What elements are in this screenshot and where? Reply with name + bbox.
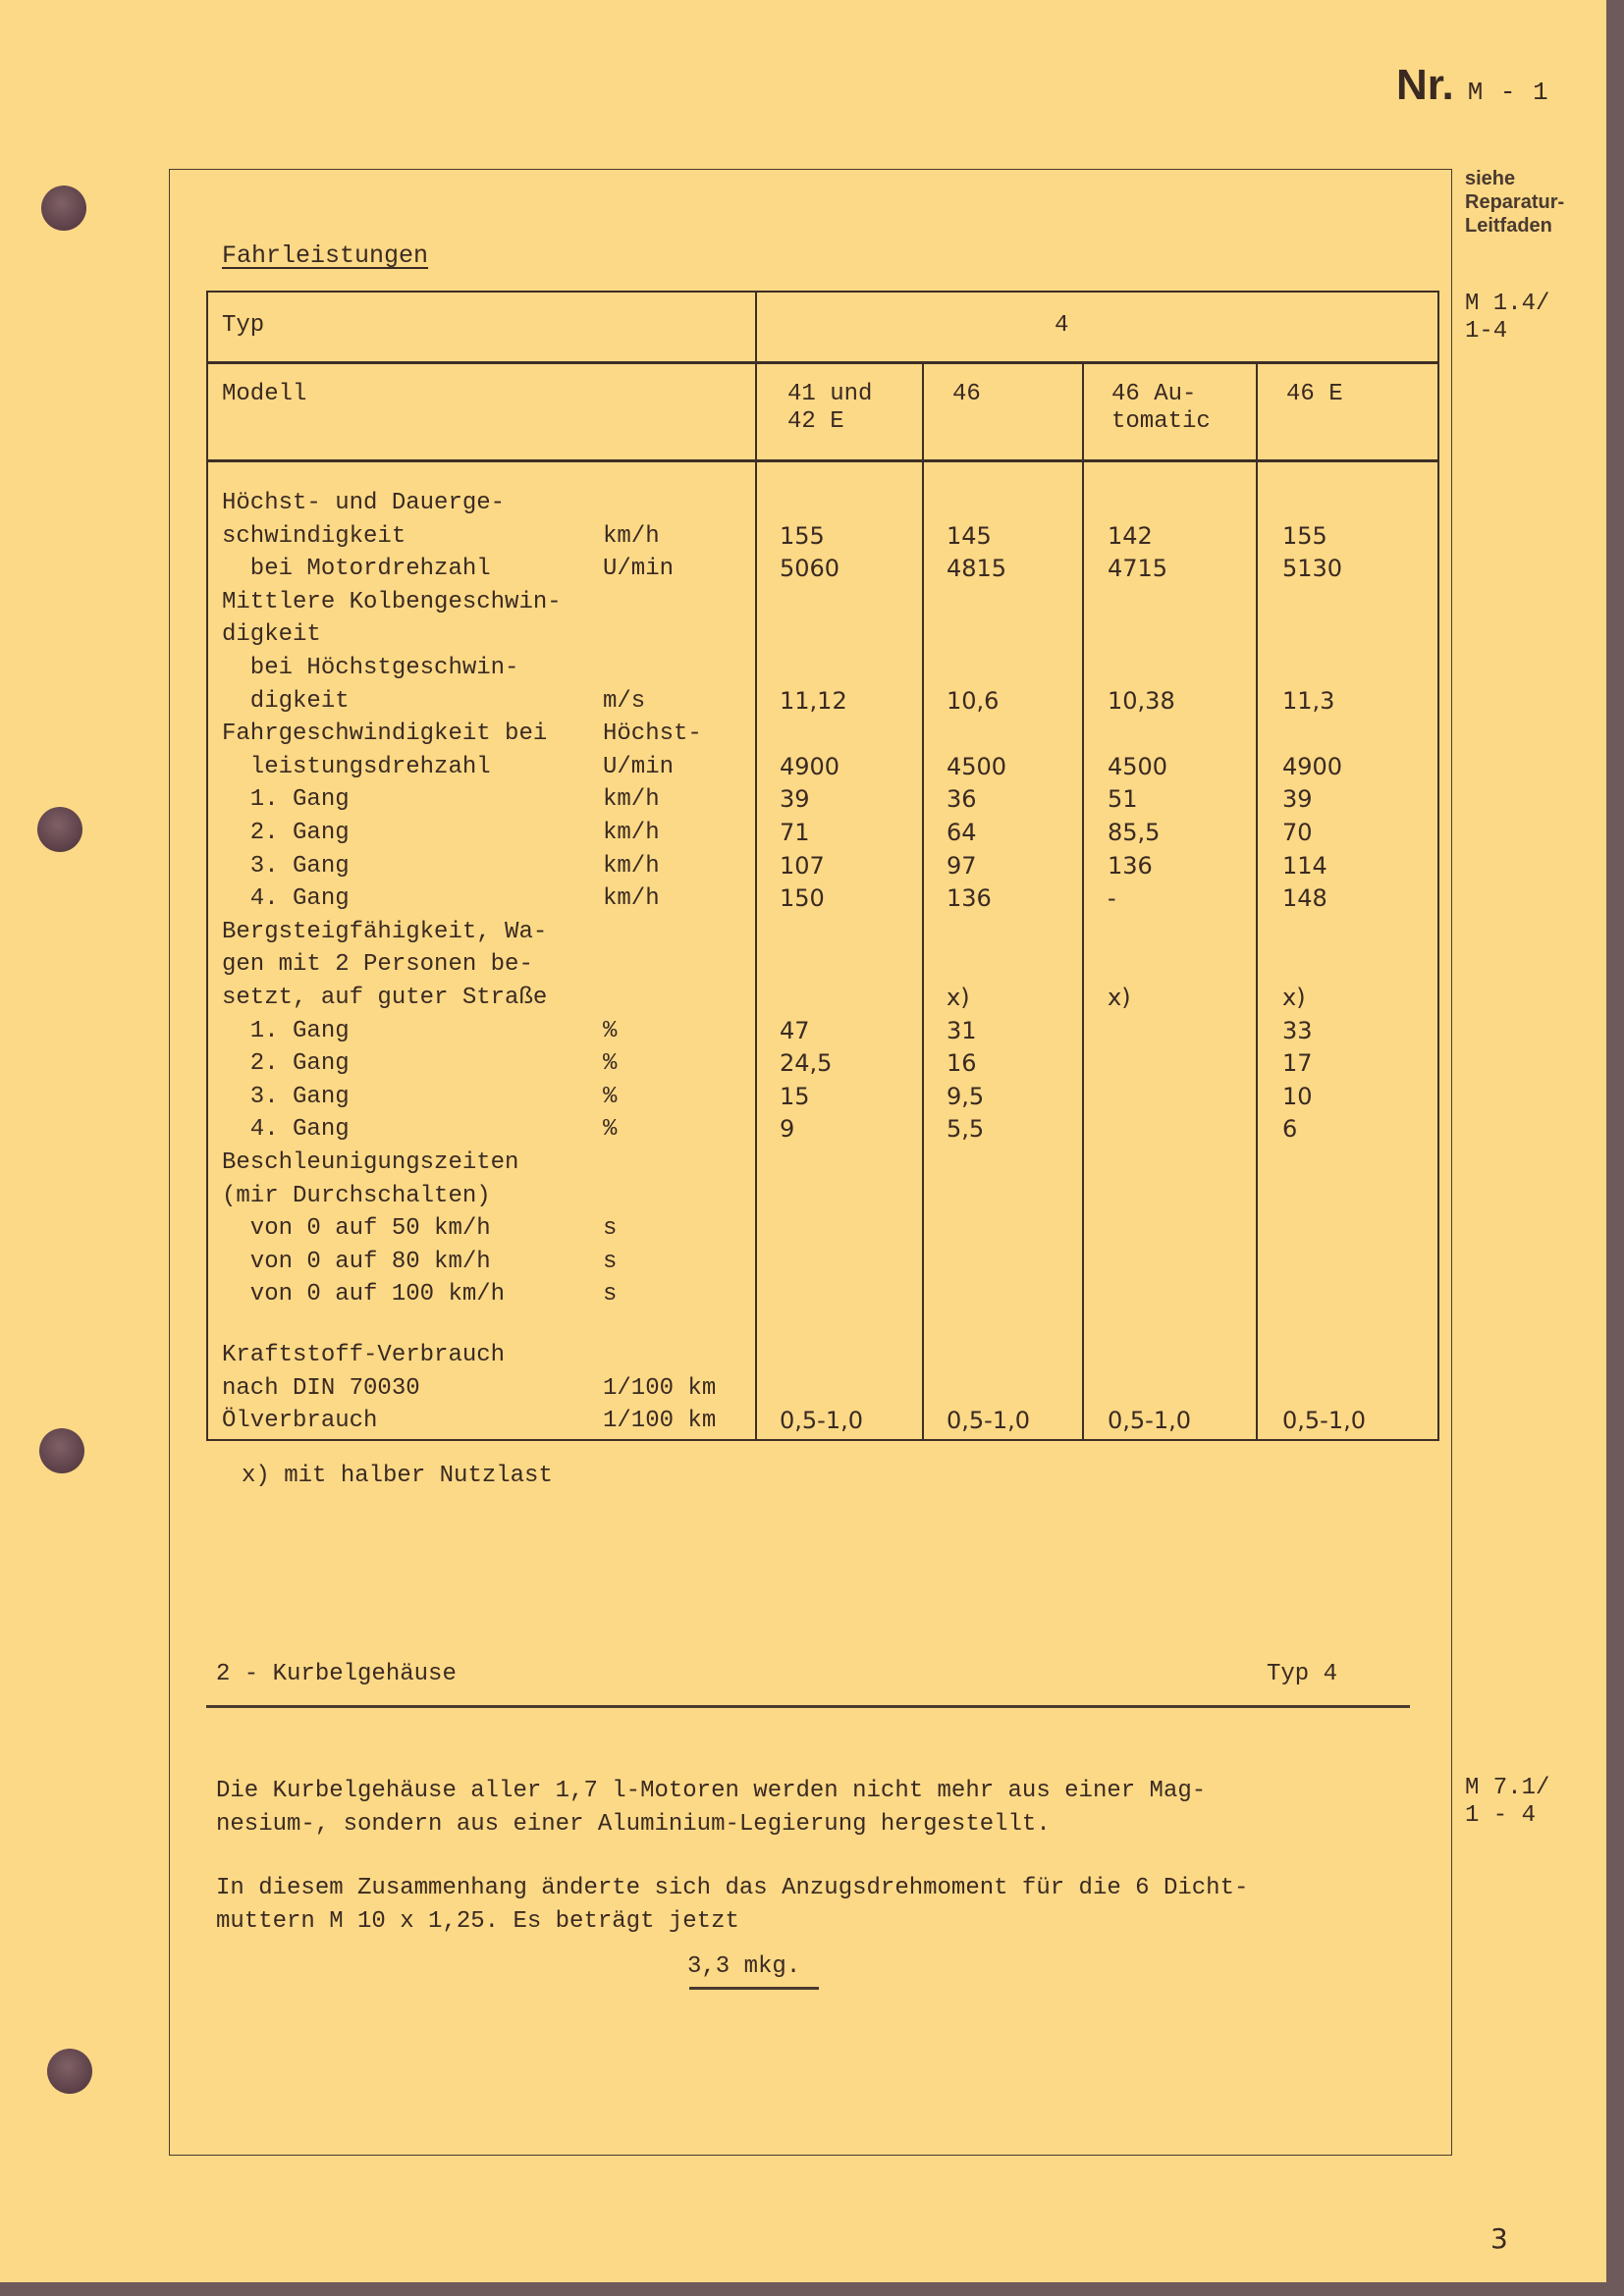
manual-reference-1 [1465, 291, 1549, 346]
row-unit: 1/100 km [603, 1374, 717, 1402]
table-cell: 155 [780, 521, 825, 550]
row-label: Ölverbrauch [222, 1408, 378, 1435]
table-cell: 148 [1282, 884, 1327, 913]
nr-label: Nr. [1396, 61, 1454, 109]
paragraph: In diesem Zusammenhang änderte sich das Anzugsdrehmoment für die 6 Dicht- muttern M 10 x 1,25. Es beträgt jetzt [216, 1875, 1249, 1935]
column-divider [1256, 363, 1258, 1439]
see-note-line: Reparatur- [1465, 191, 1565, 213]
model-header: 46 [952, 381, 981, 407]
row-unit: km/h [603, 522, 660, 550]
row-label: Fahrgeschwindigkeit bei [222, 721, 548, 748]
document-number [1396, 61, 1549, 110]
ref-line: M 7.1/ [1465, 1775, 1550, 1801]
table-cell: 11,12 [780, 686, 847, 715]
row-label: 4. Gang [222, 885, 350, 913]
row-unit: m/s [603, 687, 646, 715]
row-unit: km/h [603, 885, 660, 913]
punch-hole [47, 2049, 92, 2094]
row-unit: % [603, 1083, 618, 1110]
table-cell: 145 [947, 521, 992, 550]
row-unit: s [603, 1281, 618, 1308]
table-cell: 16 [947, 1049, 977, 1078]
table-cell: 107 [780, 851, 825, 880]
ref-line: 1 - 4 [1465, 1802, 1537, 1829]
table-cell: 6 [1282, 1115, 1298, 1144]
see-manual-note [1465, 167, 1564, 238]
table-cell: 5130 [1282, 555, 1343, 583]
ref-line: M 1.4/ [1465, 291, 1550, 317]
row-label: 2. Gang [222, 1050, 350, 1078]
table-cell: 70 [1282, 819, 1313, 846]
row-label: 3. Gang [222, 1083, 350, 1110]
table-cell: 5,5 [947, 1115, 985, 1144]
table-cell: 4500 [947, 752, 1007, 780]
table-cell: 9 [780, 1115, 795, 1144]
row-unit: U/min [603, 556, 675, 583]
row-unit: s [603, 1215, 618, 1243]
table-cell: x) [1282, 984, 1306, 1011]
table-cell: 0,5-1,0 [947, 1407, 1030, 1435]
row-unit: s [603, 1248, 618, 1275]
table-cell: 97 [947, 851, 977, 880]
row-label: Mittlere Kolbengeschwin- [222, 588, 562, 615]
row-divider [208, 361, 1437, 364]
table-cell: 39 [1282, 785, 1313, 814]
table-cell: 0,5-1,0 [1282, 1407, 1366, 1435]
row-label: Höchst- und Dauerge- [222, 490, 506, 516]
table-cell: 33 [1282, 1016, 1313, 1044]
row-label: von 0 auf 80 km/h [222, 1248, 491, 1275]
table-cell: 0,5-1,0 [780, 1407, 863, 1435]
table-cell: 0,5-1,0 [1108, 1407, 1191, 1435]
torque-value: 3,3 mkg. [687, 1953, 801, 1980]
punch-hole [39, 1428, 84, 1473]
table-cell: x) [1108, 984, 1131, 1011]
row-unit: km/h [603, 852, 660, 880]
ref-line: 1-4 [1465, 318, 1508, 345]
row-divider [208, 459, 1437, 462]
see-note-line: Leitfaden [1465, 215, 1552, 237]
table-cell: 64 [947, 819, 977, 846]
table-cell: 4900 [780, 752, 840, 780]
section-title: Fahrleistungen [222, 241, 429, 270]
model-header: 46 Au- tomatic [1111, 381, 1211, 435]
row-unit: % [603, 1116, 618, 1144]
row-unit: % [603, 1050, 618, 1078]
row-label: (mir Durchschalten) [222, 1182, 491, 1209]
result-underline [689, 1987, 819, 1990]
table-cell: 5060 [780, 555, 840, 583]
row-label: 4. Gang [222, 1116, 350, 1144]
row-label: 3. Gang [222, 852, 350, 880]
table-cell: 4900 [1282, 752, 1343, 780]
section-type: Typ 4 [1267, 1661, 1338, 1687]
table-cell: 85,5 [1108, 819, 1161, 846]
table-cell: 71 [780, 819, 810, 846]
see-note-line: siehe [1465, 168, 1516, 189]
table-cell: 31 [947, 1016, 977, 1044]
table-cell: 136 [947, 884, 992, 913]
punch-hole [37, 807, 82, 852]
table-cell: 9,5 [947, 1082, 985, 1110]
footnote: x) mit halber Nutzlast [242, 1463, 553, 1489]
row-label: setzt, auf guter Straße [222, 985, 548, 1011]
table-cell: 4500 [1108, 752, 1168, 780]
table-cell: 142 [1108, 521, 1153, 550]
table-cell: - [1108, 884, 1116, 913]
punch-hole [41, 186, 86, 231]
row-label: 1. Gang [222, 1017, 350, 1044]
row-label: bei Motordrehzahl [222, 556, 491, 583]
table-cell: 10,6 [947, 686, 1000, 715]
model-header: 41 und 42 E [787, 381, 873, 435]
table-cell: 4715 [1108, 555, 1168, 583]
page-number: 3 [1490, 2222, 1508, 2255]
row-unit: U/min [603, 753, 675, 780]
section-rule [206, 1705, 1410, 1708]
column-divider [1082, 363, 1084, 1439]
row-label: Kraftstoff-Verbrauch [222, 1342, 506, 1368]
nr-value: M - 1 [1467, 78, 1549, 107]
table-cell: x) [947, 984, 970, 1011]
typ-value: 4 [1055, 312, 1069, 339]
row-label: Bergsteigfähigkeit, Wa- [222, 918, 548, 945]
section-heading: 2 - Kurbelgehäuse [216, 1661, 457, 1687]
model-header: 46 E [1286, 381, 1343, 407]
row-unit: km/h [603, 786, 660, 814]
table-cell: 47 [780, 1016, 810, 1044]
row-unit: Höchst- [603, 721, 702, 748]
row-label: digkeit [222, 687, 350, 715]
row-unit: 1/100 km [603, 1408, 717, 1435]
row-label: bei Höchstgeschwin- [222, 655, 519, 681]
row-unit: km/h [603, 820, 660, 846]
table-cell: 155 [1282, 521, 1327, 550]
table-cell: 10 [1282, 1082, 1313, 1110]
row-label: von 0 auf 50 km/h [222, 1215, 491, 1243]
table-cell: 11,3 [1282, 686, 1335, 715]
table-cell: 39 [780, 785, 810, 814]
row-label: nach DIN 70030 [222, 1374, 420, 1402]
table-cell: 24,5 [780, 1049, 833, 1078]
column-divider [922, 363, 924, 1439]
table-cell: 136 [1108, 851, 1153, 880]
manual-reference-2 [1465, 1775, 1549, 1830]
column-divider [755, 293, 757, 1439]
row-label: Beschleunigungszeiten [222, 1149, 519, 1176]
table-cell: 15 [780, 1082, 810, 1110]
table-cell: 4815 [947, 555, 1007, 583]
table-cell: 17 [1282, 1049, 1313, 1078]
row-label: gen mit 2 Personen be- [222, 951, 533, 979]
table-cell: 51 [1108, 785, 1138, 814]
row-label: digkeit [222, 621, 321, 649]
row-label: schwindigkeit [222, 522, 406, 550]
performance-table [206, 291, 1439, 1441]
table-cell: 10,38 [1108, 686, 1175, 715]
row-label: 2. Gang [222, 820, 350, 846]
row-label: leistungsdrehzahl [222, 753, 491, 780]
row-label: 1. Gang [222, 786, 350, 814]
table-cell: 114 [1282, 851, 1327, 880]
typ-label: Typ [222, 312, 265, 339]
table-cell: 150 [780, 884, 825, 913]
row-label: von 0 auf 100 km/h [222, 1281, 506, 1308]
paragraph: Die Kurbelgehäuse aller 1,7 l-Motoren werden nicht mehr aus einer Mag- nesium-, sondern aus einer Aluminium-Legierung hergestellt. [216, 1778, 1207, 1838]
modell-label: Modell [222, 381, 307, 407]
row-unit: % [603, 1017, 618, 1044]
table-cell: 36 [947, 785, 977, 814]
